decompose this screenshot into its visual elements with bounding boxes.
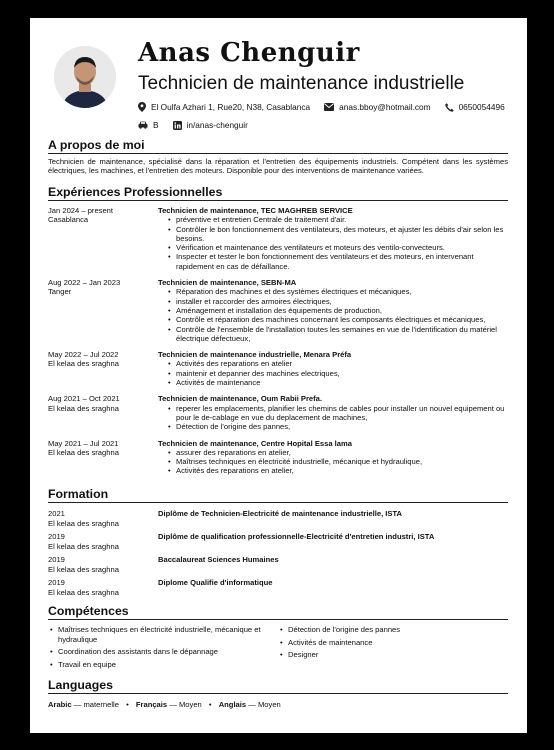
bullet-item: • installer et raccorder des armoires électriques, <box>176 297 508 306</box>
education-place: El kelaa des sraghna <box>48 542 119 551</box>
skill-item: • Designer <box>288 650 508 660</box>
experience-heading: Expériences Professionnelles <box>48 185 508 201</box>
education-heading: Formation <box>48 487 508 503</box>
license-text: B <box>153 120 159 130</box>
bullet-item: • Réparation des machines et des systèmes électriques et mécaniques, <box>176 287 508 296</box>
bullet-item: • reperer les emplacements, planifier les chemins de cables pour installer un nouvel equipement ou pour le de-cablage en vue du deplacement de machines, <box>176 404 508 423</box>
experience-bullets <box>158 404 508 432</box>
profile-photo <box>54 46 116 108</box>
experience-item <box>48 394 508 431</box>
skills-section <box>48 604 508 672</box>
bullet-item: • Aménagement et installation des équipements de production, <box>176 306 508 315</box>
email-text[interactable]: anas.bboy@hotmail.com <box>339 102 431 112</box>
experience-item <box>48 206 508 271</box>
languages-heading: Languages <box>48 678 508 694</box>
experience-dates: Aug 2021 – Oct 2021 <box>48 394 120 404</box>
experience-dates: Jan 2024 – present <box>48 206 114 215</box>
experience-location: Tanger <box>48 287 72 297</box>
language-level: Moyen <box>257 700 281 709</box>
bullet-item: • Contrôle de l'ensemble de l'installation toutes les semaines en vue de l'identification du matériel électrique défectueux, <box>176 325 508 344</box>
skill-item: • Maîtrises techniques en électricité industrielle, mécanique et hydraulique <box>58 625 278 644</box>
experience-location: Casablanca <box>48 215 89 225</box>
bullet-item: • Vérification et maintenance des ventilateurs et moteurs des ventilo-convecteurs. <box>176 243 508 252</box>
experience-bullets <box>158 448 508 476</box>
license-item <box>138 120 159 130</box>
education-section <box>48 487 508 598</box>
education-place: El kelaa des sraghna <box>48 565 119 574</box>
skill-item: • Activités de maintenance <box>288 638 508 648</box>
about-section <box>48 138 508 176</box>
experience-section <box>48 185 508 476</box>
bullet-item: • Détection de l'origine des pannes, <box>176 422 508 431</box>
experience-role: Technicien de maintenance, Centre Hopital Essa lama <box>158 438 352 448</box>
bullet-item: • Maîtrises techniques en électricité industrielle, mécanique et hydraulique, <box>176 457 508 466</box>
experience-bullets <box>158 287 508 343</box>
skills-column-right <box>278 625 508 672</box>
contact-row-1 <box>138 102 519 112</box>
language-level: Moyen <box>178 700 202 709</box>
bullet-item: • Activités des reparations en atelier <box>176 359 508 368</box>
address-item <box>138 102 310 112</box>
languages-row: Arabic — maternelle • Français — Moyen • Anglais — Moyen <box>48 700 281 709</box>
education-year: 2019 <box>48 555 65 564</box>
email-item <box>324 102 430 112</box>
languages-section <box>48 678 508 709</box>
experience-bullets <box>158 215 508 271</box>
experience-location: El kelaa des sraghna <box>48 359 119 369</box>
linkedin-text[interactable]: in/anas-chenguir <box>186 120 248 130</box>
language-name: Anglais <box>218 700 247 709</box>
experience-item <box>48 439 508 476</box>
experience-location: El kelaa des sraghna <box>48 403 119 413</box>
job-title: Technicien de maintenance industrielle <box>138 73 465 94</box>
candidate-name: Anas Chenguir <box>138 38 360 68</box>
bullet-item: • Contrôle et réparation des machines concernant les composants électriques et mécaniques, <box>176 315 508 324</box>
education-place: El kelaa des sraghna <box>48 588 119 597</box>
skill-item: • Travail en equipe <box>58 660 278 670</box>
phone-text: 0650054496 <box>458 102 505 112</box>
bullet-item: • Activités des reparations en atelier, <box>176 466 508 475</box>
experience-dates: May 2022 – Jul 2022 <box>48 350 119 360</box>
education-item <box>48 509 508 529</box>
contact-row-2 <box>138 120 262 130</box>
skills-heading: Compétences <box>48 604 508 620</box>
education-year: 2019 <box>48 578 65 587</box>
experience-location: El kelaa des sraghna <box>48 447 119 457</box>
experience-role: Technicien de maintenance, SEBN-MA <box>158 278 297 288</box>
education-year: 2021 <box>48 509 65 518</box>
experience-dates: Aug 2022 – Jan 2023 <box>48 278 121 288</box>
language-level: maternelle <box>83 700 119 709</box>
education-item <box>48 578 508 598</box>
location-pin-icon <box>138 102 146 112</box>
education-place: El kelaa des sraghna <box>48 519 119 528</box>
language-name: Arabic <box>48 700 72 709</box>
about-text: Technicien de maintenance, spécialisé dans la réparation et l'entretien des équipements industriels. Compétent dans les systèmes électriques, les machines, et l'entretien des moteurs. Disponible pour des interventions de maintenance variées. <box>48 157 508 176</box>
skills-columns <box>48 625 508 672</box>
skill-item: • Détection de l'origine des pannes <box>288 625 508 635</box>
bullet-item: • Activités de maintenance <box>176 378 508 387</box>
education-item <box>48 532 508 552</box>
avatar-illustration <box>54 46 116 108</box>
linkedin-icon <box>173 121 182 130</box>
experience-item <box>48 350 508 387</box>
linkedin-item <box>173 120 248 130</box>
education-degree: Diplome Qualifie d'informatique <box>158 578 273 587</box>
about-heading: A propos de moi <box>48 138 508 154</box>
bullet-item: • préventive et entretien Centrale de traitement d'air. <box>176 215 508 224</box>
resume-header <box>30 18 527 134</box>
address-text: El Oulfa Azhari 1, Rue20, N38, Casablanca <box>151 102 311 112</box>
experience-item <box>48 278 508 343</box>
phone-item <box>445 102 505 112</box>
car-icon <box>138 121 148 129</box>
education-item <box>48 555 508 575</box>
experience-role: Technicien de maintenance, Oum Rabii Prefa. <box>158 394 323 404</box>
language-name: Français <box>135 700 168 709</box>
bullet-item: • Inspecter et tester le bon fonctionnement des ventilateurs et des moteurs, en intervenant rapidement en cas de défaillance. <box>176 252 508 271</box>
experience-dates: May 2021 – Jul 2021 <box>48 438 119 448</box>
phone-icon <box>445 103 454 112</box>
skill-item: • Coordination des assistants dans le dépannage <box>58 647 278 657</box>
bullet-item: • Contrôler le bon fonctionnement des ventilateurs, des moteurs, et ajuster les débits d'air selon les besoins. <box>176 225 508 244</box>
experience-role: Technicien de maintenance industrielle, Menara Préfa <box>158 350 352 360</box>
experience-bullets <box>158 359 508 387</box>
bullet-item: • assurer des reparations en atelier, <box>176 448 508 457</box>
skills-column-left <box>48 625 278 672</box>
education-degree: Diplôme de Technicien-Electricité de maintenance industrielle, ISTA <box>158 509 403 518</box>
envelope-icon <box>324 103 334 111</box>
bullet-item: • maintenir et depanner des machines electriques, <box>176 369 508 378</box>
education-year: 2019 <box>48 532 65 541</box>
experience-role: Technicien de maintenance, TEC MAGHREB SERVICE <box>158 206 353 215</box>
education-degree: Baccalaureat Sciences Humaines <box>158 555 279 564</box>
resume-page <box>30 18 527 733</box>
education-degree: Diplôme de qualification professionnelle-Electricité d'entretien industri, ISTA <box>158 532 435 541</box>
